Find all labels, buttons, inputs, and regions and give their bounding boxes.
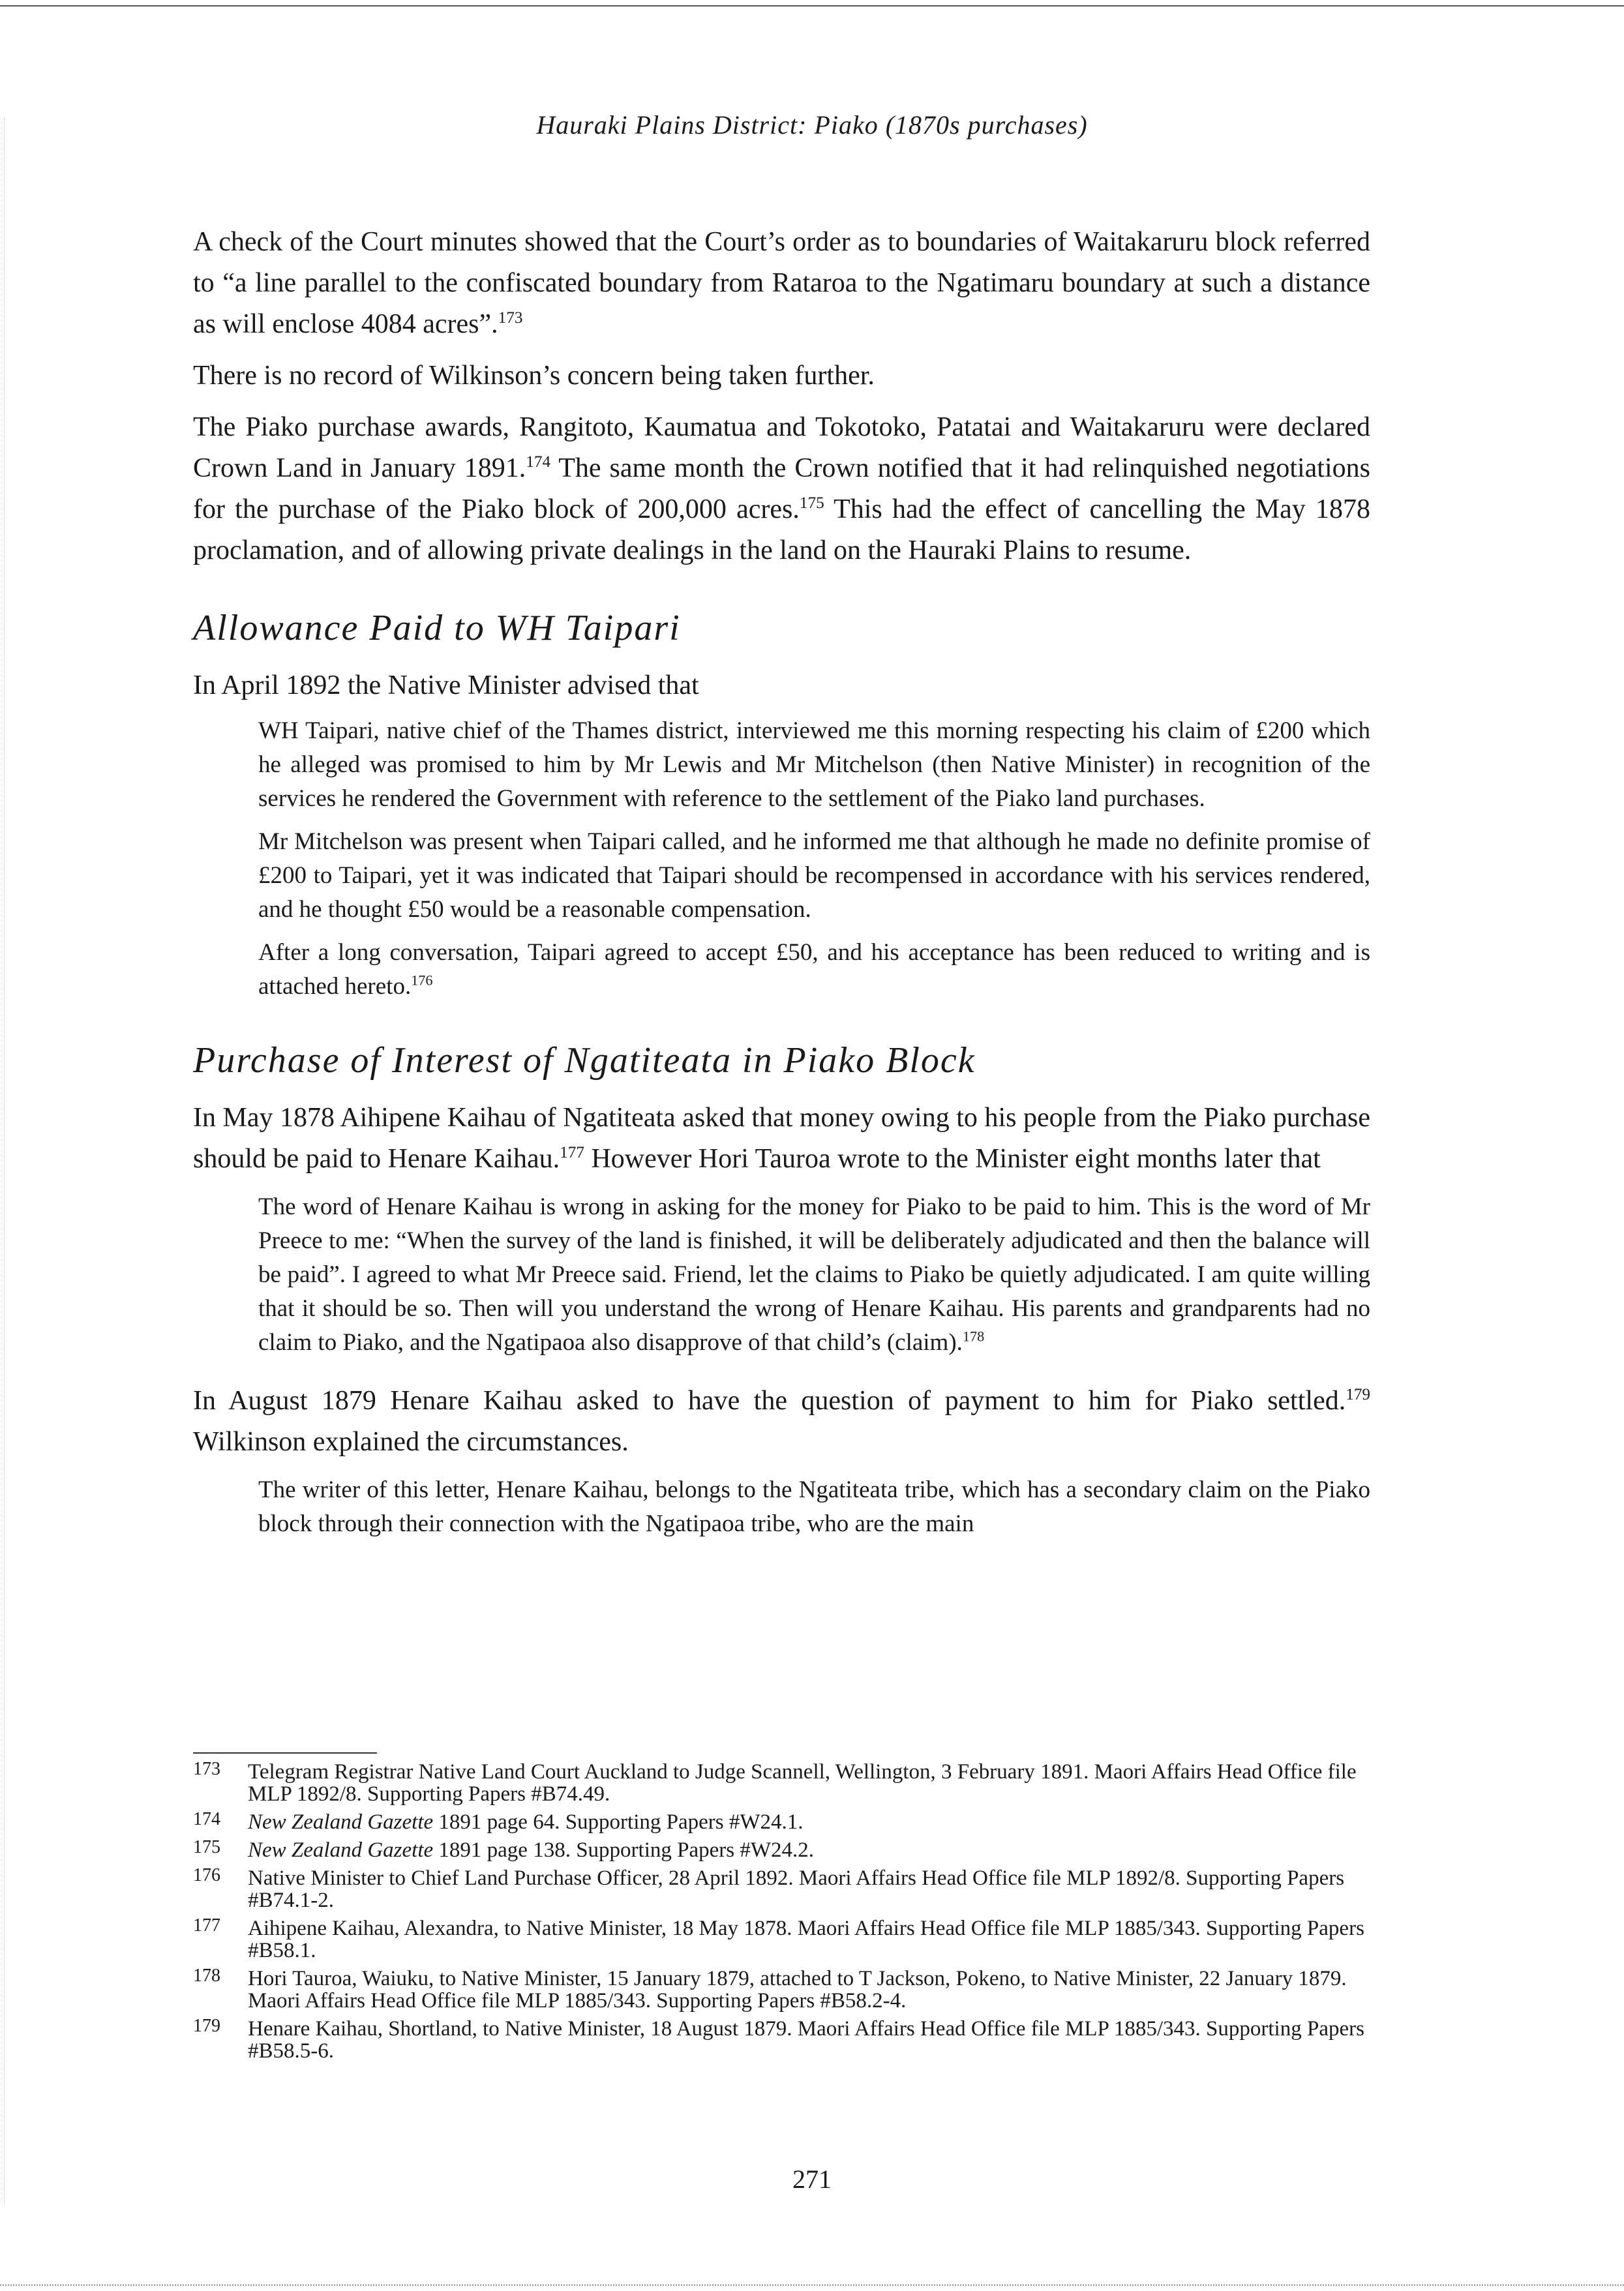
section-heading: Allowance Paid to WH Taipari xyxy=(193,608,681,648)
footnote-number: 177 xyxy=(193,1915,220,1936)
block-quote: Mr Mitchelson was present when Taipari called, and he informed me that although he made no definite promise of £200 to Taipari, yet it was indicated that Taipari should be recompensed in accordance with his services rendered, and he thought £50 would be a reasonable compensation. xyxy=(258,828,1370,923)
publication-title: New Zealand Gazette xyxy=(248,1810,434,1834)
footnote-text: Henare Kaihau, Shortland, to Native Minister, 18 August 1879. Maori Affairs Head Office file MLP 1885/343. Supporting Papers #B58.5-6. xyxy=(248,2017,1364,2063)
footnote-number: 175 xyxy=(193,1837,220,1857)
footnote-text: Hori Tauroa, Waiuku, to Native Minister, 15 January 1879, attached to T Jackson, Pokeno, to Native Minister, 22 January 1879. Maori Affairs Head Office file MLP 1885/343. Supporting Papers #B58.2-4. xyxy=(248,1967,1347,2013)
footnote xyxy=(193,2018,1370,2062)
footnote-number: 173 xyxy=(193,1759,220,1779)
paragraph-4: In April 1892 the Native Minister advised that xyxy=(193,670,699,700)
paragraph-1: A check of the Court minutes showed that the Court’s order as to boundaries of Waitakaruru block referred to “a line parallel to the confiscated boundary from Rataroa to the Ngatimaru boundary at such a distance as will enclose 4084 acres”.$^{173}$ xyxy=(193,227,1370,339)
footnote-ref[interactable]: 176 xyxy=(411,972,433,989)
footnote-number: 178 xyxy=(193,1966,220,1986)
footnote-rule xyxy=(193,1752,377,1754)
running-head: Hauraki Plains District: Piako (1870s purchases) xyxy=(536,110,1088,140)
paragraph-2: There is no record of Wilkinson’s concern being taken further. xyxy=(193,361,875,391)
footnote xyxy=(193,1867,1370,1911)
paragraph-5: In May 1878 Aihipene Kaihau of Ngatiteata asked that money owing to his people from the Piako purchase should be paid to Henare Kaihau.$^{177}$ However Hori Tauroa wrote to the Minister eight months later that xyxy=(193,1103,1370,1174)
footnote xyxy=(193,1811,1370,1833)
footnote-ref[interactable]: 177 xyxy=(560,1144,584,1161)
footnote-text: Telegram Registrar Native Land Court Auckland to Judge Scannell, Wellington, 3 February 1891. Maori Affairs Head Office file MLP 1892/8. Supporting Papers #B74.49. xyxy=(248,1760,1357,1806)
block-quote: WH Taipari, native chief of the Thames district, interviewed me this morning respecting his claim of £200 which he alleged was promised to him by Mr Lewis and Mr Mitchelson (then Native Minister) in recognition of the services he rendered the Government with reference to the settlement of the Piako land purchases. xyxy=(258,717,1370,812)
footnote-text: Native Minister to Chief Land Purchase Officer, 28 April 1892. Maori Affairs Head Office file MLP 1892/8. Supporting Papers #B74.1-2. xyxy=(248,1866,1345,1912)
footnote-number: 176 xyxy=(193,1865,220,1885)
publication-title: New Zealand Gazette xyxy=(248,1838,434,1862)
footnote xyxy=(193,1917,1370,1962)
paragraph-6: In August 1879 Henare Kaihau asked to have the question of payment to him for Piako settled.$^{179}$ Wilkinson explained the circumstances. xyxy=(193,1386,1370,1457)
footnotes xyxy=(193,1761,1370,2068)
footnote-text: 1891 page 138. Supporting Papers #W24.2. xyxy=(433,1838,815,1862)
footnote-ref[interactable]: 179 xyxy=(1346,1386,1370,1403)
bottom-rule xyxy=(0,2284,1624,2286)
footnote-ref[interactable]: 175 xyxy=(799,494,824,512)
footnote xyxy=(193,1761,1370,1805)
block-quote: The writer of this letter, Henare Kaihau, belongs to the Ngatiteata tribe, which has a secondary claim on the Piako block through their connection with the Ngatipaoa tribe, who are the main xyxy=(258,1476,1370,1537)
footnote-ref[interactable]: 174 xyxy=(526,453,551,471)
footnote-text: Aihipene Kaihau, Alexandra, to Native Minister, 18 May 1878. Maori Affairs Head Office file MLP 1885/343. Supporting Papers #B58.1. xyxy=(248,1917,1364,1962)
footnote xyxy=(193,1968,1370,2012)
block-quote: After a long conversation, Taipari agreed to accept £50, and his acceptance has been reduced to writing and is attached hereto.$^{176}$ xyxy=(258,939,1370,1000)
footnote-ref[interactable]: 178 xyxy=(962,1328,985,1345)
footnote-number: 174 xyxy=(193,1809,220,1829)
footnote-number: 179 xyxy=(193,2016,220,2036)
main-text xyxy=(193,222,1370,1550)
footnote-text: 1891 page 64. Supporting Papers #W24.1. xyxy=(433,1810,804,1834)
footnote xyxy=(193,1839,1370,1861)
top-rule xyxy=(0,5,1624,7)
footnote-ref[interactable]: 173 xyxy=(498,309,523,327)
page-number: 271 xyxy=(792,2164,832,2194)
block-quote: The word of Henare Kaihau is wrong in asking for the money for Piako to be paid to him. This is the word of Mr Preece to me: “When the survey of the land is finished, it will be deliberately adjudicated and then the balance will be paid”. I agreed to what Mr Preece said. Friend, let the claims to Piako be quietly adjudicated. I am quite willing that it should be so. Then will you understand the wrong of Henare Kaihau. His parents and grandparents had no claim to Piako, and the Ngatipaoa also disapprove of that child’s (claim).$^{178}$ xyxy=(258,1193,1370,1356)
paragraph-3: The Piako purchase awards, Rangitoto, Kaumatua and Tokotoko, Patatai and Waitakaruru were declared Crown Land in January 1891.$^{174}$ The same month the Crown notified that it had relinquished negotiations for the purchase of the Piako block of 200,000 acres.$^{175}$ This had the effect of cancelling the May 1878 proclamation, and of allowing private dealings in the land on the Hauraki Plains to resume. xyxy=(193,412,1370,565)
section-heading: Purchase of Interest of Ngatiteata in Piako Block xyxy=(193,1040,976,1081)
left-edge-line xyxy=(4,117,5,2204)
